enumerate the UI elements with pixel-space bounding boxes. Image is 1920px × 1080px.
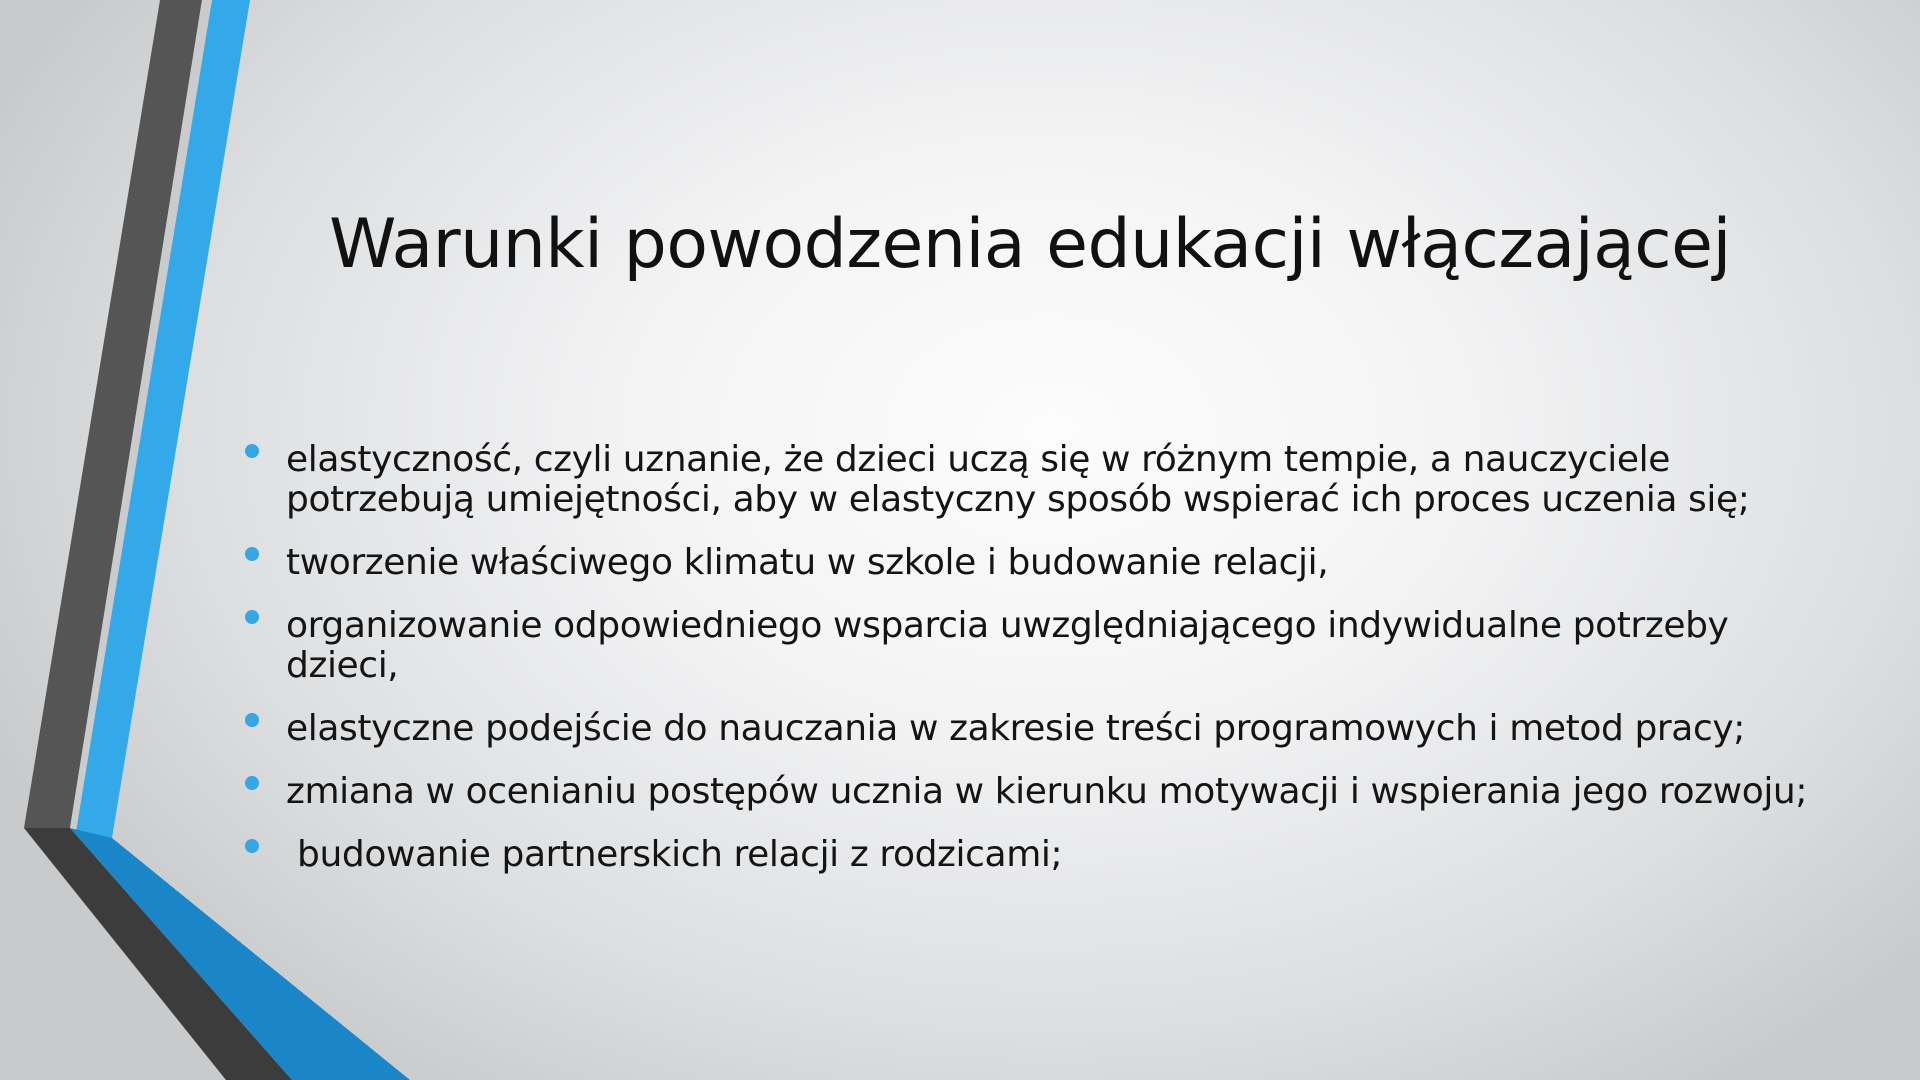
bullet-dot-icon	[245, 444, 259, 458]
bullet-item	[240, 606, 1830, 686]
bullet-text: elastyczność, czyli uznanie, że dzieci uczą się w różnym tempie, a nauczyciele potrzebują umiejętności, aby w elastyczny sposób wspierać ich proces uczenia się;	[286, 439, 1750, 520]
bullet-dot-icon	[245, 547, 259, 561]
bullet-text: tworzenie właściwego klimatu w szkole i budowanie relacji,	[286, 542, 1329, 583]
bullet-text: zmiana w ocenianiu postępów ucznia w kierunku motywacji i wspierania jego rozwoju;	[286, 771, 1808, 812]
bullet-text: budowanie partnerskich relacji z rodzicami;	[286, 834, 1063, 875]
bullet-dot-icon	[245, 713, 259, 727]
bullet-item	[240, 709, 1830, 749]
bullet-item	[240, 440, 1830, 520]
bullet-dot-icon	[245, 776, 259, 790]
slide-title: Warunki powodzenia edukacji włączającej	[329, 205, 1731, 284]
bullet-item	[240, 543, 1830, 583]
bullet-text: organizowanie odpowiedniego wsparcia uwzględniającego indywidualne potrzeby dzieci,	[286, 605, 1729, 686]
bullet-dot-icon	[245, 610, 259, 624]
bullet-text: elastyczne podejście do nauczania w zakresie treści programowych i metod pracy;	[286, 708, 1745, 749]
bullet-item	[240, 835, 1830, 875]
bullet-list	[240, 440, 1830, 898]
bullet-item	[240, 772, 1830, 812]
bullet-dot-icon	[245, 839, 259, 853]
